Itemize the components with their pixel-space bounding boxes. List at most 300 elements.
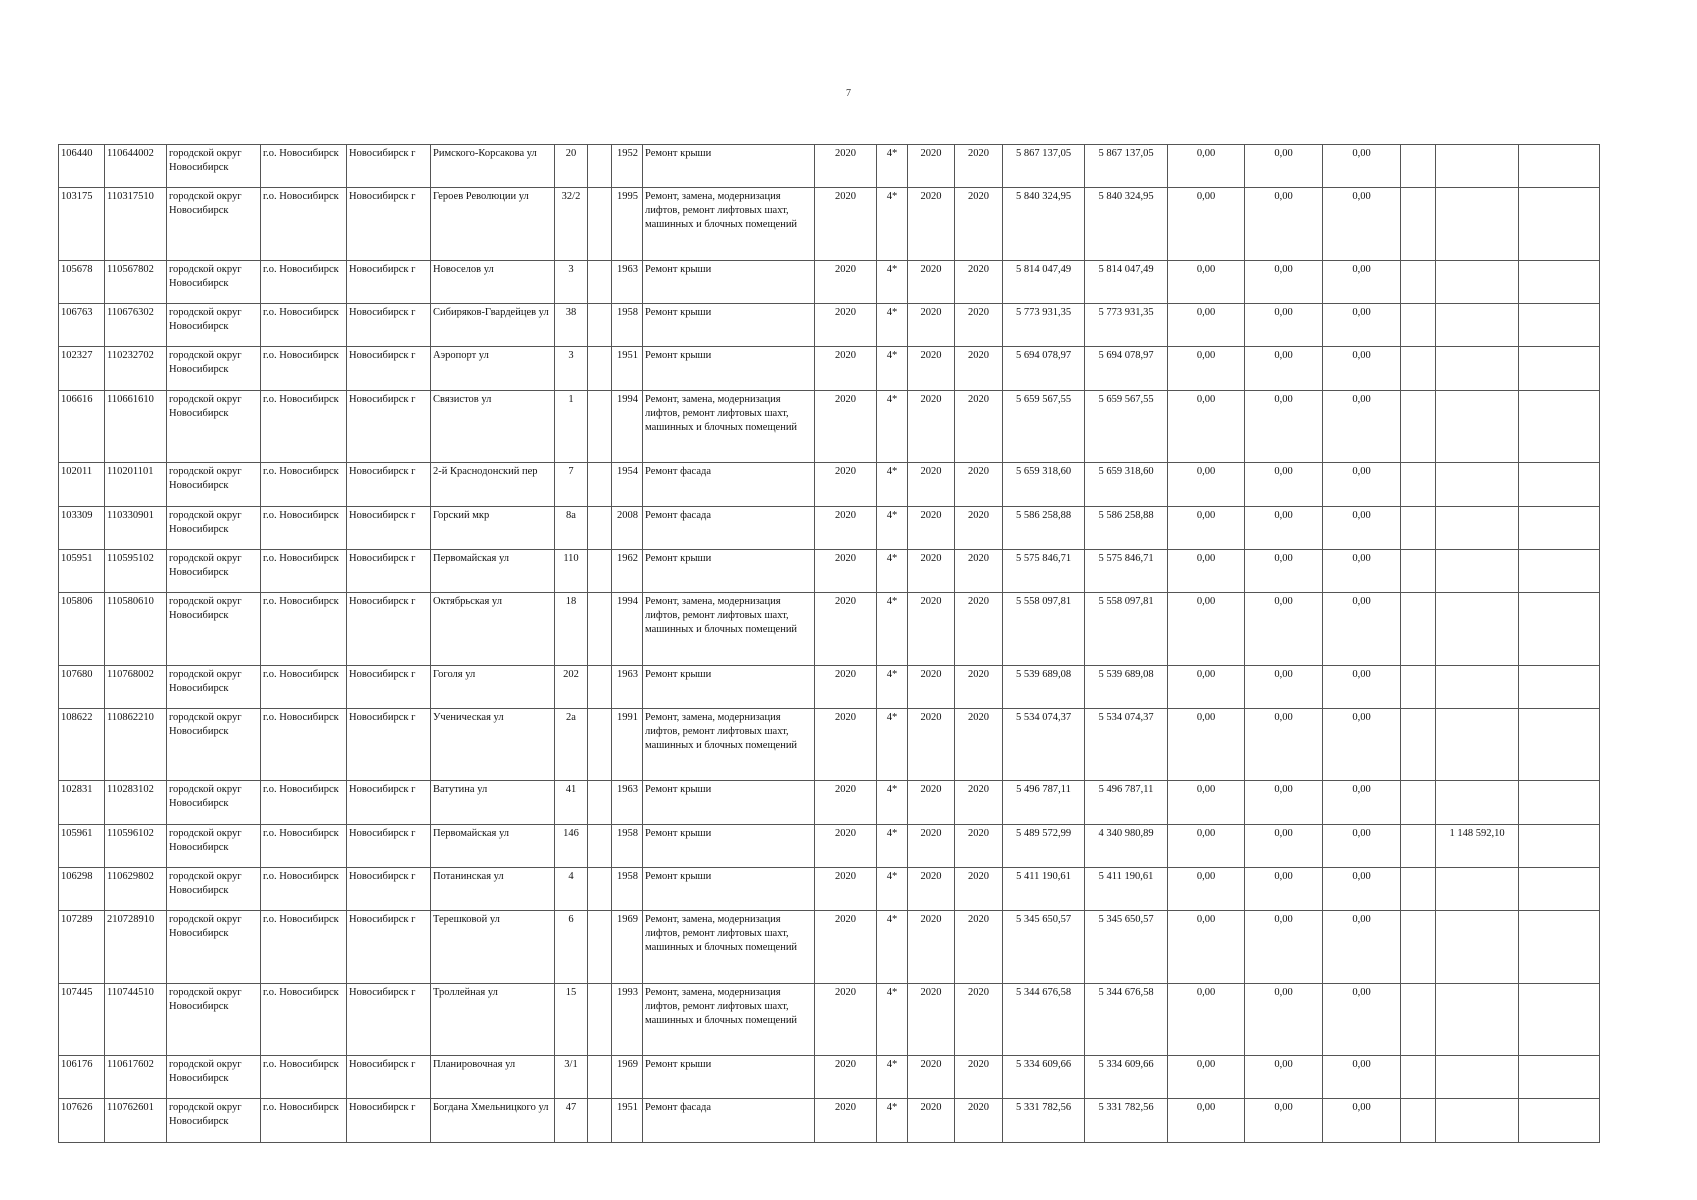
cell-extra bbox=[1436, 549, 1519, 592]
cell-work: Ремонт, замена, модернизация лифтов, ремонт лифтовых шахт, машинных и блочных помещений bbox=[643, 709, 815, 781]
cell-total: 5 331 782,56 bbox=[1003, 1099, 1085, 1142]
cell-empty bbox=[588, 304, 612, 347]
cell-v2: 0,00 bbox=[1245, 781, 1323, 824]
cell-mark: 4* bbox=[877, 506, 908, 549]
cell-street: Первомайская ул bbox=[431, 824, 555, 867]
cell-v3: 0,00 bbox=[1323, 824, 1401, 867]
cell-house: 3/1 bbox=[555, 1056, 588, 1099]
cell-district: городской округ Новосибирск bbox=[167, 1099, 261, 1142]
cell-plan-year: 2020 bbox=[815, 1056, 877, 1099]
cell-city: Новосибирск г bbox=[347, 1056, 431, 1099]
cell-city: Новосибирск г bbox=[347, 304, 431, 347]
cell-v1: 0,00 bbox=[1168, 304, 1245, 347]
cell-work: Ремонт, замена, модернизация лифтов, ремонт лифтовых шахт, машинных и блочных помещений bbox=[643, 593, 815, 665]
cell-plan-year: 2020 bbox=[815, 304, 877, 347]
table-row bbox=[59, 781, 1600, 824]
cell-v1: 0,00 bbox=[1168, 506, 1245, 549]
cell-municipality: г.о. Новосибирск bbox=[261, 390, 347, 462]
cell-end: 2020 bbox=[955, 868, 1003, 911]
cell-start: 2020 bbox=[908, 463, 955, 506]
cell-plan-year: 2020 bbox=[815, 593, 877, 665]
cell-v3: 0,00 bbox=[1323, 868, 1401, 911]
cell-v1: 0,00 bbox=[1168, 593, 1245, 665]
cell-mark: 4* bbox=[877, 347, 908, 390]
cell-district: городской округ Новосибирск bbox=[167, 781, 261, 824]
cell-v2: 0,00 bbox=[1245, 868, 1323, 911]
cell-empty bbox=[588, 1056, 612, 1099]
cell-district: городской округ Новосибирск bbox=[167, 1056, 261, 1099]
cell-city: Новосибирск г bbox=[347, 1099, 431, 1142]
cell-house: 20 bbox=[555, 145, 588, 188]
cell-v1: 0,00 bbox=[1168, 145, 1245, 188]
cell-extra bbox=[1436, 983, 1519, 1055]
cell-district: городской округ Новосибирск bbox=[167, 593, 261, 665]
cell-empty bbox=[1519, 868, 1600, 911]
cell-city: Новосибирск г bbox=[347, 665, 431, 708]
cell-extra bbox=[1436, 145, 1519, 188]
cell-empty bbox=[1401, 983, 1436, 1055]
cell-v2: 0,00 bbox=[1245, 665, 1323, 708]
cell-fund: 5 773 931,35 bbox=[1085, 304, 1168, 347]
cell-extra bbox=[1436, 868, 1519, 911]
cell-year: 1969 bbox=[612, 911, 643, 983]
cell-work: Ремонт фасада bbox=[643, 463, 815, 506]
cell-end: 2020 bbox=[955, 709, 1003, 781]
cell-empty bbox=[1519, 1099, 1600, 1142]
cell-district: городской округ Новосибирск bbox=[167, 304, 261, 347]
cell-street: Сибиряков-Гвардейцев ул bbox=[431, 304, 555, 347]
cell-fund: 5 331 782,56 bbox=[1085, 1099, 1168, 1142]
cell-mark: 4* bbox=[877, 824, 908, 867]
cell-empty bbox=[1401, 709, 1436, 781]
cell-code: 110644002 bbox=[105, 145, 167, 188]
cell-district: городской округ Новосибирск bbox=[167, 260, 261, 303]
cell-empty bbox=[1401, 1056, 1436, 1099]
cell-empty bbox=[588, 781, 612, 824]
cell-extra bbox=[1436, 593, 1519, 665]
table-row bbox=[59, 304, 1600, 347]
cell-id: 102011 bbox=[59, 463, 105, 506]
cell-empty bbox=[1401, 260, 1436, 303]
cell-mark: 4* bbox=[877, 665, 908, 708]
cell-fund: 5 534 074,37 bbox=[1085, 709, 1168, 781]
cell-house: 1 bbox=[555, 390, 588, 462]
cell-empty bbox=[588, 506, 612, 549]
cell-end: 2020 bbox=[955, 781, 1003, 824]
cell-extra bbox=[1436, 390, 1519, 462]
cell-code: 110232702 bbox=[105, 347, 167, 390]
table-row bbox=[59, 911, 1600, 983]
table-row bbox=[59, 868, 1600, 911]
cell-v3: 0,00 bbox=[1323, 665, 1401, 708]
cell-work: Ремонт крыши bbox=[643, 665, 815, 708]
cell-end: 2020 bbox=[955, 1056, 1003, 1099]
cell-v1: 0,00 bbox=[1168, 911, 1245, 983]
cell-city: Новосибирск г bbox=[347, 260, 431, 303]
cell-empty bbox=[1401, 593, 1436, 665]
cell-plan-year: 2020 bbox=[815, 868, 877, 911]
cell-code: 210728910 bbox=[105, 911, 167, 983]
cell-end: 2020 bbox=[955, 463, 1003, 506]
cell-total: 5 586 258,88 bbox=[1003, 506, 1085, 549]
cell-extra bbox=[1436, 260, 1519, 303]
cell-house: 38 bbox=[555, 304, 588, 347]
cell-id: 105678 bbox=[59, 260, 105, 303]
cell-city: Новосибирск г bbox=[347, 983, 431, 1055]
cell-district: городской округ Новосибирск bbox=[167, 709, 261, 781]
cell-total: 5 814 047,49 bbox=[1003, 260, 1085, 303]
cell-empty bbox=[1401, 868, 1436, 911]
cell-v2: 0,00 bbox=[1245, 304, 1323, 347]
cell-extra bbox=[1436, 911, 1519, 983]
cell-street: Ученическая ул bbox=[431, 709, 555, 781]
cell-empty bbox=[1519, 709, 1600, 781]
table-row bbox=[59, 983, 1600, 1055]
table-row bbox=[59, 145, 1600, 188]
cell-total: 5 659 318,60 bbox=[1003, 463, 1085, 506]
cell-work: Ремонт крыши bbox=[643, 260, 815, 303]
cell-code: 110629802 bbox=[105, 868, 167, 911]
cell-empty bbox=[1401, 781, 1436, 824]
cell-year: 1963 bbox=[612, 260, 643, 303]
cell-street: Римского-Корсакова ул bbox=[431, 145, 555, 188]
cell-total: 5 575 846,71 bbox=[1003, 549, 1085, 592]
cell-street: Героев Революции ул bbox=[431, 188, 555, 260]
cell-fund: 4 340 980,89 bbox=[1085, 824, 1168, 867]
cell-code: 110317510 bbox=[105, 188, 167, 260]
cell-code: 110676302 bbox=[105, 304, 167, 347]
cell-v3: 0,00 bbox=[1323, 347, 1401, 390]
cell-municipality: г.о. Новосибирск bbox=[261, 260, 347, 303]
cell-city: Новосибирск г bbox=[347, 709, 431, 781]
cell-end: 2020 bbox=[955, 549, 1003, 592]
cell-mark: 4* bbox=[877, 983, 908, 1055]
cell-house: 47 bbox=[555, 1099, 588, 1142]
table-row bbox=[59, 347, 1600, 390]
cell-district: городской округ Новосибирск bbox=[167, 824, 261, 867]
cell-extra: 1 148 592,10 bbox=[1436, 824, 1519, 867]
cell-v2: 0,00 bbox=[1245, 188, 1323, 260]
cell-v3: 0,00 bbox=[1323, 304, 1401, 347]
cell-v2: 0,00 bbox=[1245, 1099, 1323, 1142]
cell-extra bbox=[1436, 347, 1519, 390]
cell-street: Связистов ул bbox=[431, 390, 555, 462]
cell-municipality: г.о. Новосибирск bbox=[261, 347, 347, 390]
cell-v3: 0,00 bbox=[1323, 1056, 1401, 1099]
cell-extra bbox=[1436, 709, 1519, 781]
cell-empty bbox=[1401, 145, 1436, 188]
table-row bbox=[59, 665, 1600, 708]
cell-year: 1958 bbox=[612, 868, 643, 911]
cell-total: 5 334 609,66 bbox=[1003, 1056, 1085, 1099]
cell-district: городской округ Новосибирск bbox=[167, 983, 261, 1055]
cell-mark: 4* bbox=[877, 709, 908, 781]
cell-mark: 4* bbox=[877, 911, 908, 983]
cell-empty bbox=[1519, 347, 1600, 390]
cell-empty bbox=[1519, 549, 1600, 592]
cell-work: Ремонт крыши bbox=[643, 781, 815, 824]
cell-year: 1952 bbox=[612, 145, 643, 188]
cell-v2: 0,00 bbox=[1245, 824, 1323, 867]
cell-empty bbox=[588, 188, 612, 260]
cell-id: 108622 bbox=[59, 709, 105, 781]
cell-street: Терешковой ул bbox=[431, 911, 555, 983]
cell-mark: 4* bbox=[877, 549, 908, 592]
cell-plan-year: 2020 bbox=[815, 463, 877, 506]
cell-code: 110762601 bbox=[105, 1099, 167, 1142]
cell-start: 2020 bbox=[908, 304, 955, 347]
cell-start: 2020 bbox=[908, 709, 955, 781]
cell-start: 2020 bbox=[908, 983, 955, 1055]
cell-plan-year: 2020 bbox=[815, 911, 877, 983]
cell-total: 5 773 931,35 bbox=[1003, 304, 1085, 347]
cell-house: 6 bbox=[555, 911, 588, 983]
cell-total: 5 694 078,97 bbox=[1003, 347, 1085, 390]
cell-id: 106440 bbox=[59, 145, 105, 188]
cell-v1: 0,00 bbox=[1168, 549, 1245, 592]
cell-v3: 0,00 bbox=[1323, 781, 1401, 824]
cell-code: 110862210 bbox=[105, 709, 167, 781]
cell-v2: 0,00 bbox=[1245, 593, 1323, 665]
cell-v1: 0,00 bbox=[1168, 665, 1245, 708]
cell-plan-year: 2020 bbox=[815, 709, 877, 781]
cell-year: 1954 bbox=[612, 463, 643, 506]
cell-city: Новосибирск г bbox=[347, 824, 431, 867]
cell-empty bbox=[588, 983, 612, 1055]
cell-mark: 4* bbox=[877, 390, 908, 462]
cell-start: 2020 bbox=[908, 506, 955, 549]
cell-v3: 0,00 bbox=[1323, 463, 1401, 506]
cell-municipality: г.о. Новосибирск bbox=[261, 549, 347, 592]
cell-empty bbox=[1401, 188, 1436, 260]
cell-v3: 0,00 bbox=[1323, 145, 1401, 188]
cell-empty bbox=[1519, 593, 1600, 665]
table-row bbox=[59, 824, 1600, 867]
cell-v1: 0,00 bbox=[1168, 463, 1245, 506]
cell-empty bbox=[588, 911, 612, 983]
cell-work: Ремонт фасада bbox=[643, 1099, 815, 1142]
cell-empty bbox=[1519, 911, 1600, 983]
cell-city: Новосибирск г bbox=[347, 347, 431, 390]
cell-house: 202 bbox=[555, 665, 588, 708]
cell-v2: 0,00 bbox=[1245, 347, 1323, 390]
cell-id: 107289 bbox=[59, 911, 105, 983]
cell-extra bbox=[1436, 304, 1519, 347]
cell-city: Новосибирск г bbox=[347, 188, 431, 260]
cell-fund: 5 344 676,58 bbox=[1085, 983, 1168, 1055]
cell-work: Ремонт крыши bbox=[643, 868, 815, 911]
cell-empty bbox=[1401, 665, 1436, 708]
cell-municipality: г.о. Новосибирск bbox=[261, 868, 347, 911]
cell-start: 2020 bbox=[908, 824, 955, 867]
cell-v2: 0,00 bbox=[1245, 549, 1323, 592]
table-row bbox=[59, 506, 1600, 549]
cell-id: 107680 bbox=[59, 665, 105, 708]
cell-empty bbox=[1401, 911, 1436, 983]
cell-municipality: г.о. Новосибирск bbox=[261, 593, 347, 665]
cell-district: городской округ Новосибирск bbox=[167, 145, 261, 188]
cell-v2: 0,00 bbox=[1245, 390, 1323, 462]
cell-district: городской округ Новосибирск bbox=[167, 868, 261, 911]
cell-mark: 4* bbox=[877, 304, 908, 347]
cell-code: 110596102 bbox=[105, 824, 167, 867]
cell-empty bbox=[1401, 304, 1436, 347]
cell-empty bbox=[1519, 506, 1600, 549]
cell-v2: 0,00 bbox=[1245, 1056, 1323, 1099]
cell-v2: 0,00 bbox=[1245, 709, 1323, 781]
cell-empty bbox=[588, 868, 612, 911]
cell-empty bbox=[1519, 824, 1600, 867]
cell-empty bbox=[588, 463, 612, 506]
cell-plan-year: 2020 bbox=[815, 665, 877, 708]
cell-municipality: г.о. Новосибирск bbox=[261, 304, 347, 347]
cell-municipality: г.о. Новосибирск bbox=[261, 506, 347, 549]
cell-city: Новосибирск г bbox=[347, 781, 431, 824]
cell-start: 2020 bbox=[908, 390, 955, 462]
cell-v2: 0,00 bbox=[1245, 463, 1323, 506]
cell-start: 2020 bbox=[908, 188, 955, 260]
cell-district: городской округ Новосибирск bbox=[167, 911, 261, 983]
cell-street: Ватутина ул bbox=[431, 781, 555, 824]
cell-work: Ремонт крыши bbox=[643, 549, 815, 592]
cell-mark: 4* bbox=[877, 781, 908, 824]
cell-empty bbox=[1401, 1099, 1436, 1142]
cell-id: 105961 bbox=[59, 824, 105, 867]
cell-work: Ремонт, замена, модернизация лифтов, ремонт лифтовых шахт, машинных и блочных помещений bbox=[643, 983, 815, 1055]
cell-year: 1963 bbox=[612, 781, 643, 824]
cell-district: городской округ Новосибирск bbox=[167, 463, 261, 506]
cell-v1: 0,00 bbox=[1168, 1099, 1245, 1142]
cell-code: 110768002 bbox=[105, 665, 167, 708]
cell-fund: 5 814 047,49 bbox=[1085, 260, 1168, 303]
cell-year: 1969 bbox=[612, 1056, 643, 1099]
cell-fund: 5 539 689,08 bbox=[1085, 665, 1168, 708]
cell-street: Гоголя ул bbox=[431, 665, 555, 708]
cell-plan-year: 2020 bbox=[815, 260, 877, 303]
cell-mark: 4* bbox=[877, 463, 908, 506]
cell-total: 5 411 190,61 bbox=[1003, 868, 1085, 911]
cell-start: 2020 bbox=[908, 911, 955, 983]
cell-extra bbox=[1436, 506, 1519, 549]
cell-work: Ремонт крыши bbox=[643, 1056, 815, 1099]
cell-municipality: г.о. Новосибирск bbox=[261, 781, 347, 824]
cell-id: 102831 bbox=[59, 781, 105, 824]
cell-year: 1963 bbox=[612, 665, 643, 708]
cell-house: 41 bbox=[555, 781, 588, 824]
cell-empty bbox=[1519, 665, 1600, 708]
cell-work: Ремонт, замена, модернизация лифтов, ремонт лифтовых шахт, машинных и блочных помещений bbox=[643, 188, 815, 260]
cell-municipality: г.о. Новосибирск bbox=[261, 665, 347, 708]
cell-house: 146 bbox=[555, 824, 588, 867]
cell-id: 107445 bbox=[59, 983, 105, 1055]
cell-street: Аэропорт ул bbox=[431, 347, 555, 390]
cell-v1: 0,00 bbox=[1168, 188, 1245, 260]
cell-street: Богдана Хмельницкого ул bbox=[431, 1099, 555, 1142]
cell-empty bbox=[1401, 347, 1436, 390]
cell-municipality: г.о. Новосибирск bbox=[261, 1056, 347, 1099]
cell-year: 1951 bbox=[612, 1099, 643, 1142]
cell-house: 8а bbox=[555, 506, 588, 549]
cell-district: городской округ Новосибирск bbox=[167, 665, 261, 708]
cell-empty bbox=[1519, 145, 1600, 188]
cell-municipality: г.о. Новосибирск bbox=[261, 709, 347, 781]
cell-mark: 4* bbox=[877, 1056, 908, 1099]
cell-plan-year: 2020 bbox=[815, 781, 877, 824]
cell-v3: 0,00 bbox=[1323, 983, 1401, 1055]
cell-fund: 5 496 787,11 bbox=[1085, 781, 1168, 824]
cell-empty bbox=[588, 824, 612, 867]
cell-fund: 5 411 190,61 bbox=[1085, 868, 1168, 911]
cell-start: 2020 bbox=[908, 145, 955, 188]
cell-empty bbox=[1519, 983, 1600, 1055]
cell-v1: 0,00 bbox=[1168, 1056, 1245, 1099]
cell-house: 15 bbox=[555, 983, 588, 1055]
cell-end: 2020 bbox=[955, 824, 1003, 867]
cell-v2: 0,00 bbox=[1245, 145, 1323, 188]
cell-extra bbox=[1436, 188, 1519, 260]
cell-work: Ремонт крыши bbox=[643, 824, 815, 867]
cell-empty bbox=[1401, 824, 1436, 867]
table-row bbox=[59, 188, 1600, 260]
cell-fund: 5 586 258,88 bbox=[1085, 506, 1168, 549]
cell-v3: 0,00 bbox=[1323, 260, 1401, 303]
cell-street: Новоселов ул bbox=[431, 260, 555, 303]
cell-id: 106298 bbox=[59, 868, 105, 911]
cell-house: 7 bbox=[555, 463, 588, 506]
cell-fund: 5 659 567,55 bbox=[1085, 390, 1168, 462]
cell-city: Новосибирск г bbox=[347, 506, 431, 549]
cell-start: 2020 bbox=[908, 1056, 955, 1099]
cell-fund: 5 575 846,71 bbox=[1085, 549, 1168, 592]
cell-id: 105951 bbox=[59, 549, 105, 592]
cell-extra bbox=[1436, 1099, 1519, 1142]
cell-total: 5 659 567,55 bbox=[1003, 390, 1085, 462]
cell-street: Горский мкр bbox=[431, 506, 555, 549]
cell-v1: 0,00 bbox=[1168, 347, 1245, 390]
page-number: 7 bbox=[846, 88, 851, 99]
cell-house: 4 bbox=[555, 868, 588, 911]
cell-v3: 0,00 bbox=[1323, 1099, 1401, 1142]
cell-v2: 0,00 bbox=[1245, 983, 1323, 1055]
cell-id: 102327 bbox=[59, 347, 105, 390]
cell-city: Новосибирск г bbox=[347, 390, 431, 462]
cell-total: 5 867 137,05 bbox=[1003, 145, 1085, 188]
table-row bbox=[59, 1056, 1600, 1099]
cell-extra bbox=[1436, 1056, 1519, 1099]
cell-end: 2020 bbox=[955, 593, 1003, 665]
cell-total: 5 840 324,95 bbox=[1003, 188, 1085, 260]
cell-municipality: г.о. Новосибирск bbox=[261, 145, 347, 188]
cell-empty bbox=[1519, 390, 1600, 462]
cell-empty bbox=[588, 145, 612, 188]
table-row bbox=[59, 709, 1600, 781]
cell-house: 110 bbox=[555, 549, 588, 592]
cell-total: 5 344 676,58 bbox=[1003, 983, 1085, 1055]
cell-city: Новосибирск г bbox=[347, 868, 431, 911]
cell-empty bbox=[588, 665, 612, 708]
cell-v3: 0,00 bbox=[1323, 911, 1401, 983]
cell-district: городской округ Новосибирск bbox=[167, 188, 261, 260]
cell-street: 2-й Краснодонский пер bbox=[431, 463, 555, 506]
cell-total: 5 558 097,81 bbox=[1003, 593, 1085, 665]
cell-work: Ремонт крыши bbox=[643, 304, 815, 347]
cell-empty bbox=[1401, 506, 1436, 549]
cell-empty bbox=[588, 347, 612, 390]
cell-year: 1951 bbox=[612, 347, 643, 390]
cell-street: Планировочная ул bbox=[431, 1056, 555, 1099]
cell-city: Новосибирск г bbox=[347, 911, 431, 983]
cell-v3: 0,00 bbox=[1323, 593, 1401, 665]
